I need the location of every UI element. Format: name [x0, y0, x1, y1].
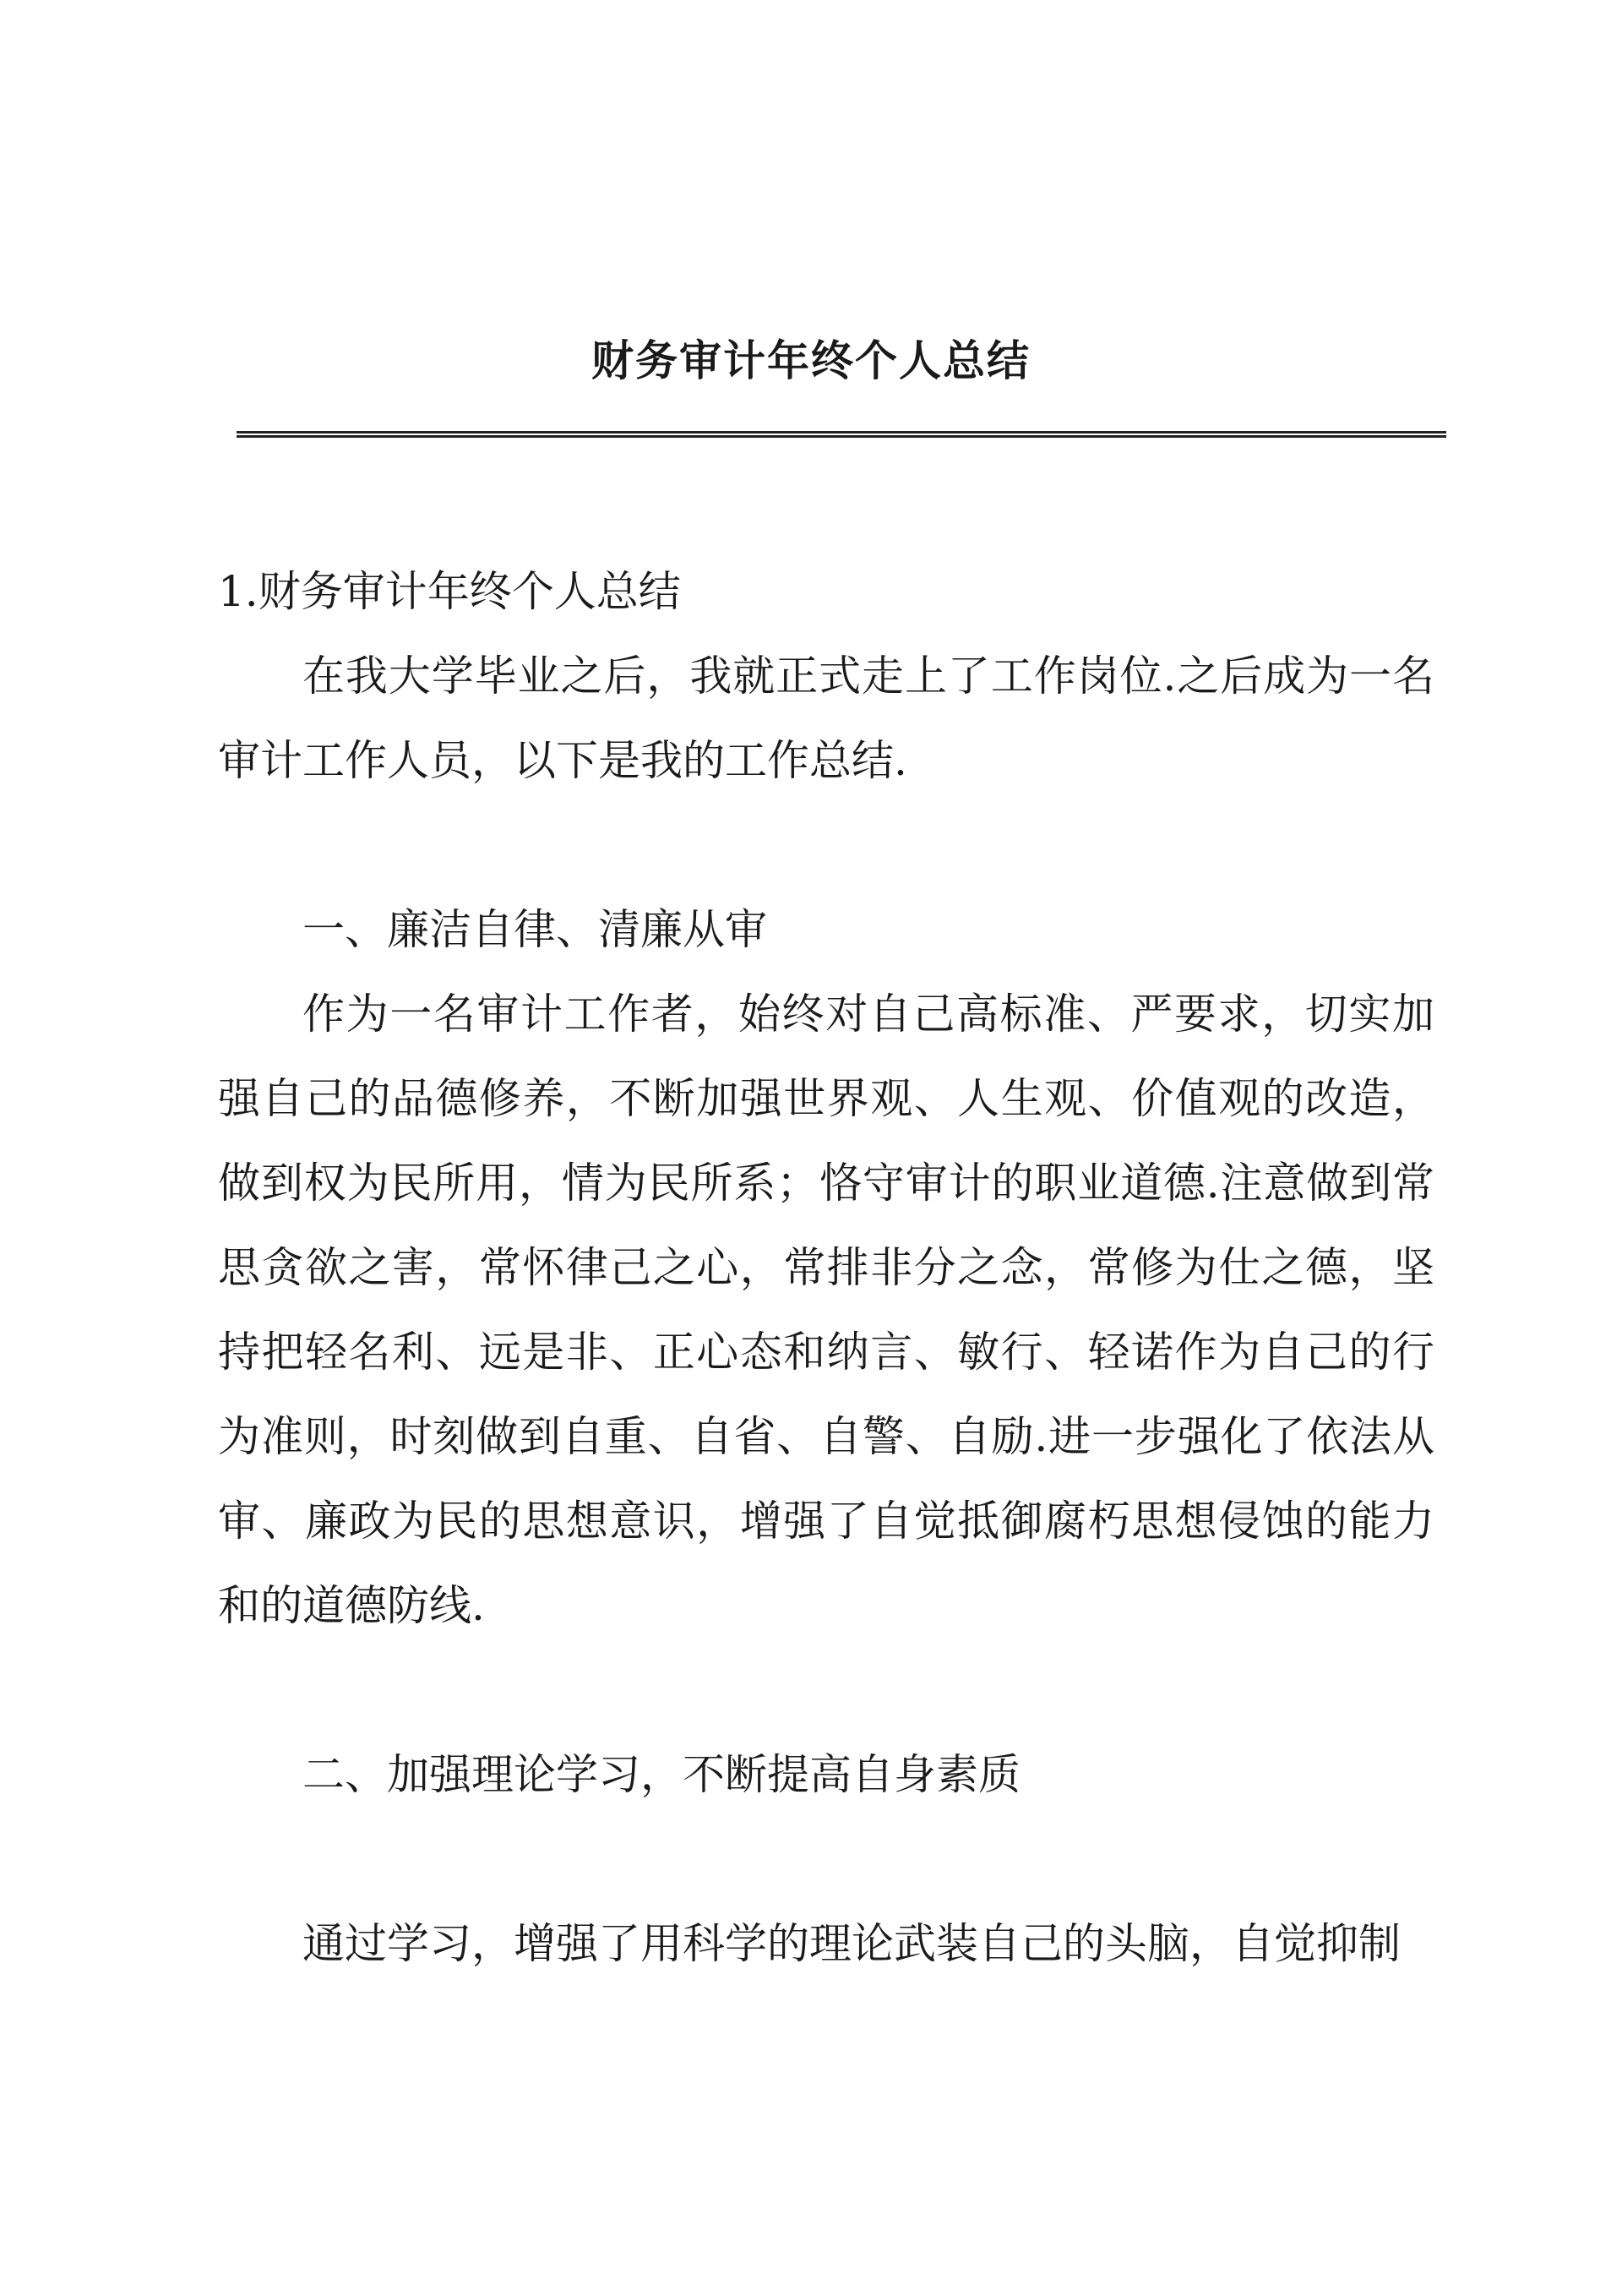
- document-body: [218, 549, 1434, 1986]
- part1-paragraph: 作为一名审计工作者，始终对自己高标准、严要求，切实加强自己的品德修养，不断加强世界观、人生观、价值观的改造，做到权为民所用，情为民所系；恪守审计的职业道德.注意做到常思贪欲之害，常怀律己之心，常排非分之念，常修为仕之德，坚持把轻名利、远是非、正心态和纳言、敏行、轻诺作为自己的行为准则，时刻做到自重、自省、自警、自励.进一步强化了依法从审、廉政为民的思想意识，增强了自觉抵御腐朽思想侵蚀的能力和的道德防线.: [218, 990, 1434, 1630]
- part2-paragraph: 通过学习，增强了用科学的理论武装自己的头脑，自觉抑制: [302, 1919, 1401, 1968]
- section-heading: 1.财务审计年终个人总结: [218, 567, 681, 616]
- spacer: [218, 803, 1434, 887]
- document-title: 财务审计年终个人总结: [591, 335, 1031, 385]
- spacer: [218, 1648, 1434, 1732]
- intro-paragraph: 在我大学毕业之后，我就正式走上了工作岗位.之后成为一名审计工作人员，以下是我的工作总结.: [218, 652, 1434, 785]
- part1-heading: 一、廉洁自律、清廉从审: [302, 905, 767, 954]
- spacer: [218, 1817, 1434, 1901]
- part2-heading: 二、加强理论学习，不断提高自身素质: [302, 1750, 1021, 1799]
- title-double-rule: [237, 431, 1446, 438]
